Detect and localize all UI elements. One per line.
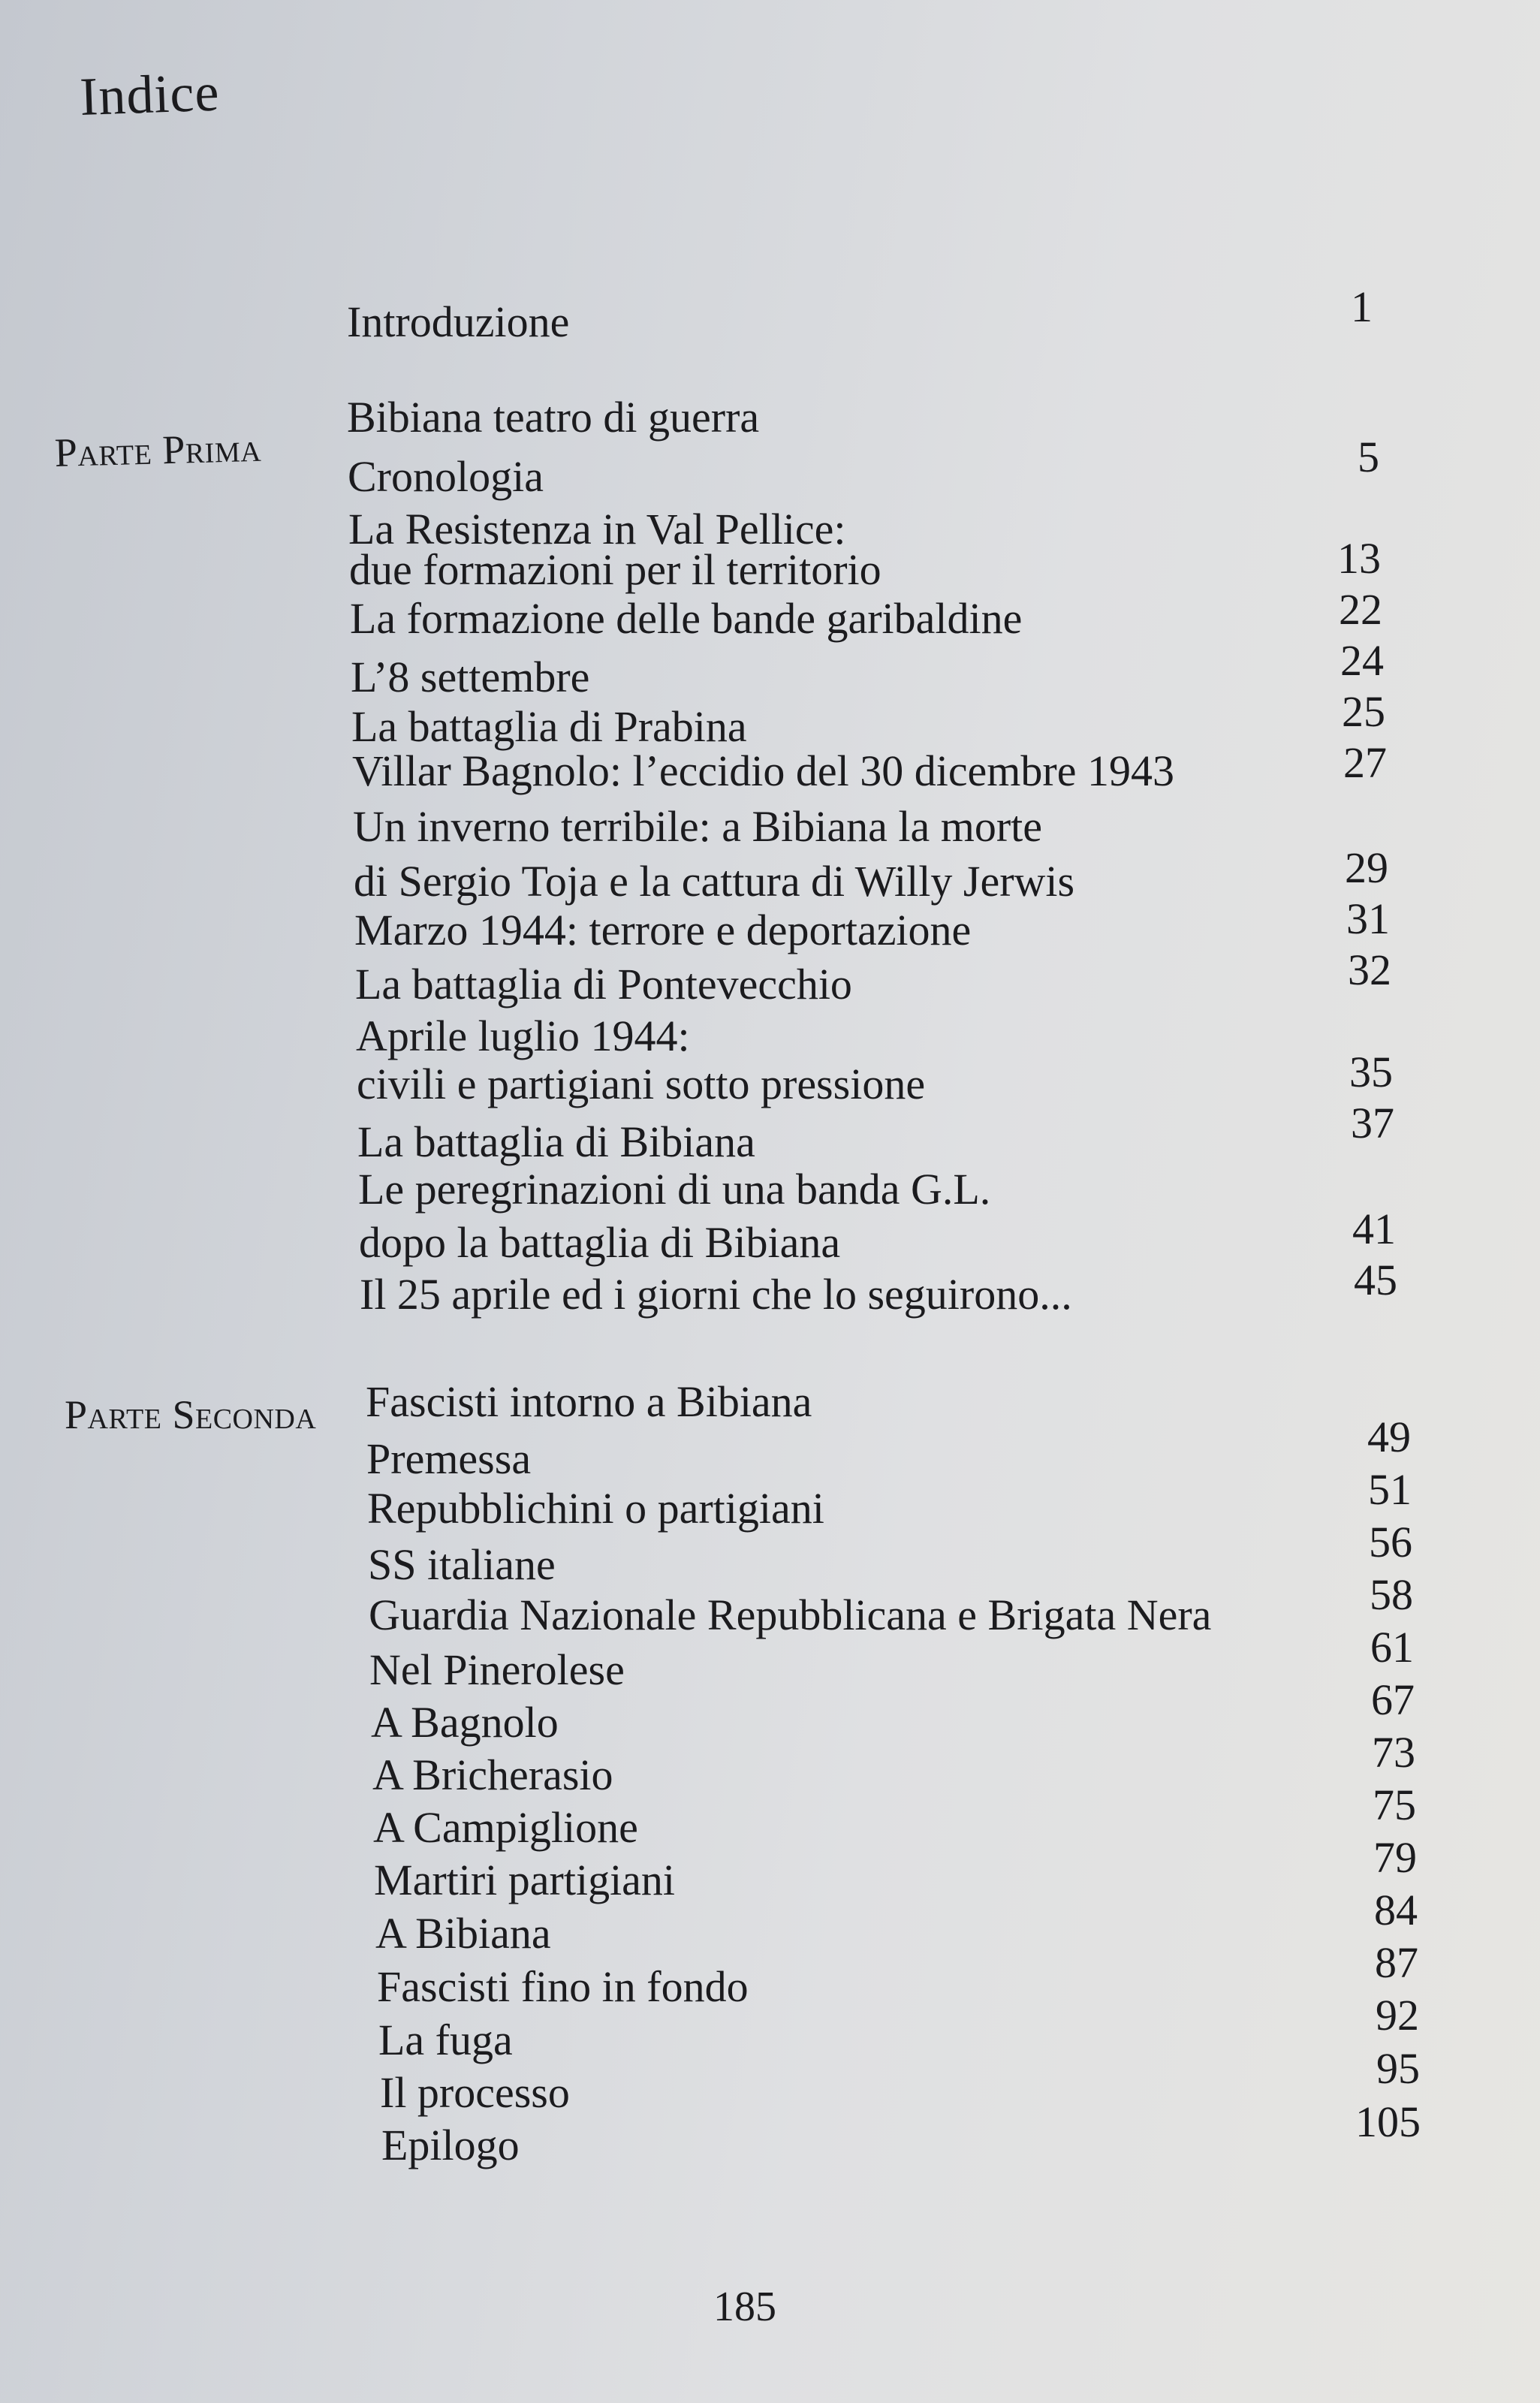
toc-entry: di Sergio Toja e la cattura di Willy Jerwis xyxy=(354,857,1075,906)
toc-entry: Un inverno terribile: a Bibiana la morte xyxy=(353,802,1043,851)
toc-entry: Marzo 1944: terrore e deportazione xyxy=(354,906,972,954)
toc-page-number: 92 xyxy=(1376,1991,1419,2040)
toc-entry: Il processo xyxy=(380,2068,570,2117)
toc-entry: Nel Pinerolese xyxy=(369,1645,625,1694)
toc-entry: Villar Bagnolo: l’eccidio del 30 dicembre 1943 xyxy=(352,746,1174,795)
toc-entry: A Campiglione xyxy=(373,1803,638,1852)
toc-page-number: 87 xyxy=(1375,1938,1418,1987)
toc-page-number: 105 xyxy=(1355,2097,1421,2146)
toc-entry: A Bagnolo xyxy=(371,1698,559,1747)
toc-page-number: 45 xyxy=(1354,1256,1397,1304)
toc-page-number: 79 xyxy=(1373,1833,1417,1882)
part-one-heading: Bibiana teatro di guerra xyxy=(347,393,760,442)
toc-entry: La battaglia di Pontevecchio xyxy=(355,960,852,1009)
page-folio-number: 185 xyxy=(713,2284,776,2330)
toc-page-number: 37 xyxy=(1351,1099,1394,1147)
toc-page-number: 22 xyxy=(1339,585,1382,634)
page-title: Indice xyxy=(79,62,221,127)
toc-page-number: 84 xyxy=(1374,1886,1418,1934)
toc-entry: Guardia Nazionale Repubblicana e Brigata Nera xyxy=(369,1590,1212,1639)
part-two-heading: Fascisti intorno a Bibiana xyxy=(366,1377,812,1426)
toc-page-number: 56 xyxy=(1369,1518,1412,1566)
toc-page-number: 35 xyxy=(1349,1048,1393,1096)
toc-page-number: 95 xyxy=(1376,2044,1420,2093)
toc-page-number: 41 xyxy=(1352,1205,1396,1253)
toc-page-number: 61 xyxy=(1370,1623,1414,1672)
toc-entry: Martiri partigiani xyxy=(374,1856,676,1904)
toc-entry: A Bibiana xyxy=(375,1909,551,1958)
toc-entry: Repubblichini o partigiani xyxy=(367,1484,824,1533)
toc-page-number: 58 xyxy=(1370,1570,1413,1619)
toc-page-number: 5 xyxy=(1358,433,1379,481)
toc-entry: Cronologia xyxy=(348,452,544,501)
toc-entry: Aprile luglio 1944: xyxy=(356,1012,690,1060)
toc-entry: Epilogo xyxy=(381,2121,520,2169)
toc-page-number: 31 xyxy=(1346,894,1390,943)
toc-page-number: 32 xyxy=(1348,945,1391,994)
toc-page-number: 29 xyxy=(1345,843,1388,892)
toc-page-number: 27 xyxy=(1343,738,1387,787)
toc-entry: Il 25 aprile ed i giorni che lo seguirono... xyxy=(360,1270,1072,1319)
toc-entry: due formazioni per il territorio xyxy=(349,545,882,594)
toc-entry: La formazione delle bande garibaldine xyxy=(350,594,1023,643)
toc-page-number: 13 xyxy=(1337,534,1381,583)
toc-entry: La battaglia di Bibiana xyxy=(357,1117,755,1166)
toc-page-number: 1 xyxy=(1351,282,1373,331)
toc-entry-introduction: Introduzione xyxy=(347,297,570,346)
toc-page-number: 73 xyxy=(1372,1728,1415,1777)
toc-page-number: 67 xyxy=(1371,1675,1415,1724)
toc-entry: A Bricherasio xyxy=(372,1750,613,1799)
toc-entry: dopo la battaglia di Bibiana xyxy=(359,1218,841,1267)
toc-entry: L’8 settembre xyxy=(351,653,590,701)
toc-entry: SS italiane xyxy=(368,1540,556,1589)
toc-entry: Le peregrinazioni di una banda G.L. xyxy=(358,1165,991,1214)
part-two-label: Parte Seconda xyxy=(65,1392,317,1437)
toc-entry: Fascisti fino in fondo xyxy=(377,1962,749,2011)
toc-page-number: 24 xyxy=(1340,636,1384,685)
toc-page-number: 75 xyxy=(1373,1780,1416,1829)
toc-entry: civili e partigiani sotto pressione xyxy=(357,1060,926,1108)
toc-page-number: 25 xyxy=(1342,687,1385,736)
toc-entry: La battaglia di Prabina xyxy=(351,702,747,751)
toc-entry: La fuga xyxy=(378,2016,513,2064)
toc-page-number: 51 xyxy=(1368,1465,1412,1514)
toc-entry: Premessa xyxy=(366,1434,532,1483)
part-one-label: Parte Prima xyxy=(54,424,262,475)
toc-entry: La Resistenza in Val Pellice: xyxy=(348,505,846,553)
toc-page-number: 49 xyxy=(1367,1413,1411,1461)
